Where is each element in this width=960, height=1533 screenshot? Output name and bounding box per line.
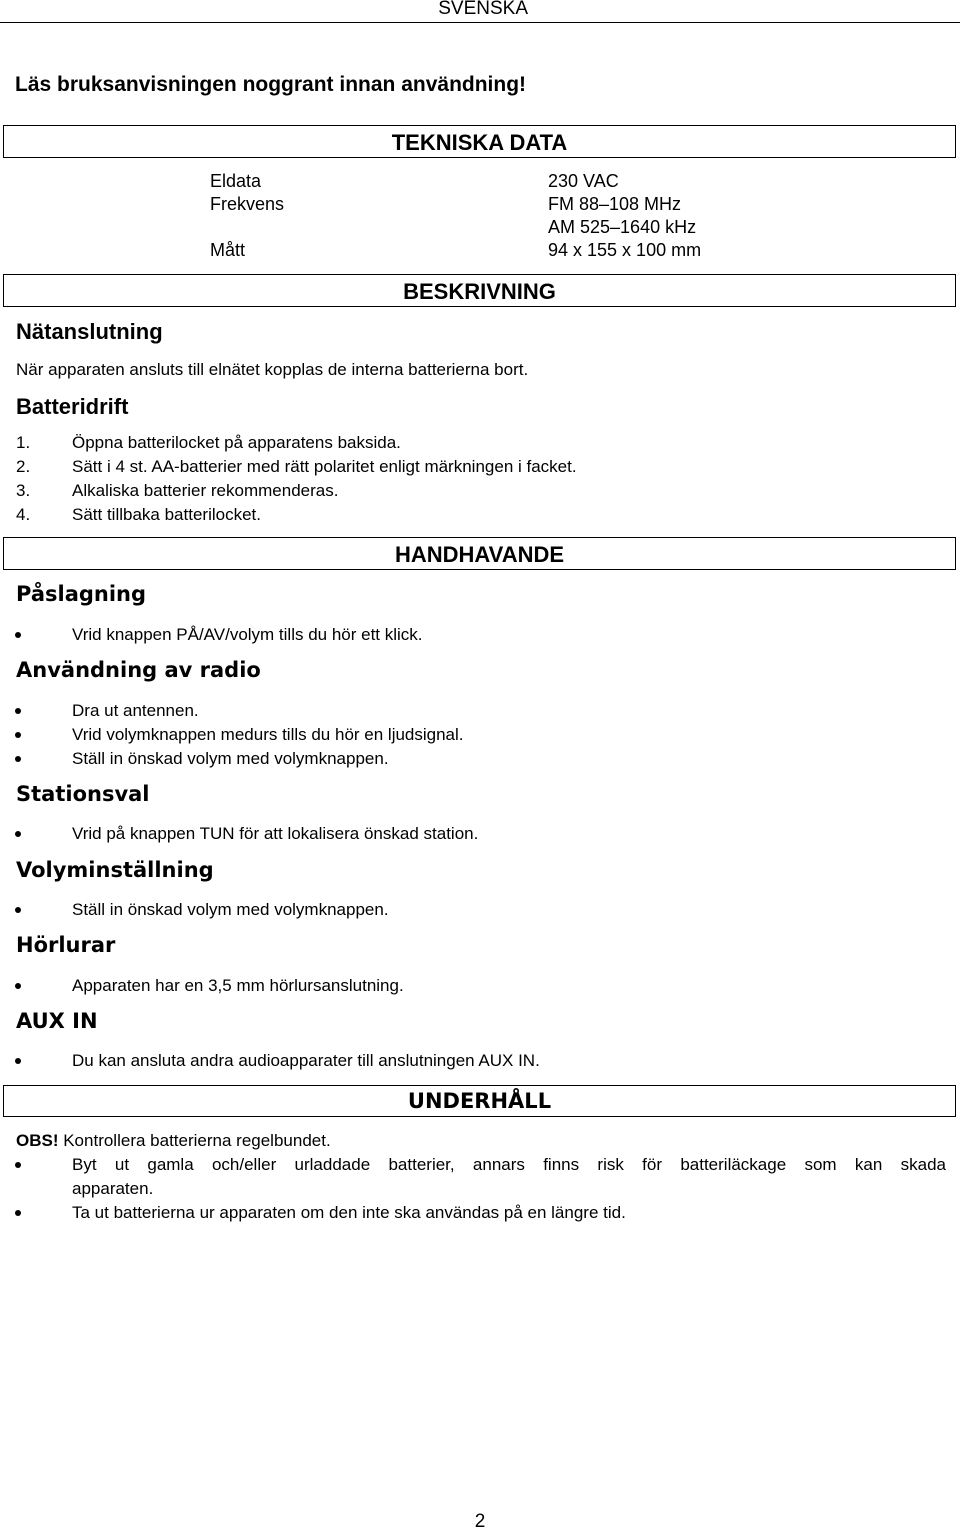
list-item-continuation: apparaten. [72, 1179, 154, 1198]
obs-text: Kontrollera batterierna regelbundet. [58, 1131, 331, 1150]
spec-value-am: AM 525–1640 kHz [548, 217, 697, 237]
bullet-icon [15, 708, 21, 714]
heading-natanslutning: Nätanslutning [16, 319, 163, 344]
spec-label-matt: Mått [210, 240, 246, 260]
step-number: 1. [16, 433, 31, 452]
section-box-underhall [3, 1085, 956, 1117]
step-text: Alkaliska batterier rekommenderas. [72, 481, 339, 500]
list-item: Ta ut batterierna ur apparaten om den inte ska användas på en längre tid. [72, 1203, 626, 1222]
bullet-icon [15, 907, 21, 913]
list-item: Vrid på knappen TUN för att lokalisera önskad station. [72, 824, 479, 843]
list-item: Vrid volymknappen medurs tills du hör en ljudsignal. [72, 725, 464, 744]
heading-batteridrift: Batteridrift [16, 394, 129, 419]
list-item: Vrid knappen PÅ/AV/volym tills du hör ett klick. [72, 625, 423, 644]
section-title-underhall: UNDERHÅLL [407, 1089, 552, 1113]
step-text: Öppna batterilocket på apparatens baksida. [72, 433, 401, 452]
spec-label-frekvens: Frekvens [210, 194, 285, 214]
step-number: 3. [16, 481, 31, 500]
heading-stationsval: Stationsval [16, 782, 150, 806]
heading-anvandning-av-radio: Användning av radio [16, 658, 261, 682]
step-number: 4. [16, 505, 31, 524]
heading-volyminstallning: Volyminställning [16, 858, 214, 882]
bullet-icon [15, 1162, 21, 1168]
section-title-tekniska-data: TEKNISKA DATA [391, 130, 568, 155]
section-box-handhavande [3, 537, 956, 570]
step-text: Sätt i 4 st. AA-batterier med rätt polaritet enligt märkningen i facket. [72, 457, 577, 476]
section-box-tekniska-data [3, 125, 956, 158]
list-item: Ställ in önskad volym med volymknappen. [72, 900, 389, 919]
language-label: SVENSKA [438, 0, 528, 19]
spec-label-eldata: Eldata [210, 171, 262, 191]
natanslutning-text: När apparaten ansluts till elnätet kopplas de interna batterierna bort. [16, 360, 529, 379]
list-item: Apparaten har en 3,5 mm hörlursanslutning. [72, 976, 404, 995]
header-rule [0, 22, 960, 23]
intro-warning: Läs bruksanvisningen noggrant innan användning! [15, 73, 527, 96]
heading-paslagning: Påslagning [16, 582, 147, 606]
page-number: 2 [474, 1511, 486, 1532]
bullet-icon [15, 732, 21, 738]
spec-value-fm: FM 88–108 MHz [548, 194, 682, 214]
bullet-icon [15, 756, 21, 762]
bullet-icon [15, 1210, 21, 1216]
heading-aux-in: AUX IN [16, 1009, 98, 1033]
bullet-icon [15, 1058, 21, 1064]
bullet-icon [15, 632, 21, 638]
section-title-beskrivning: BESKRIVNING [403, 279, 556, 304]
step-text: Sätt tillbaka batterilocket. [72, 505, 261, 524]
bullet-icon [15, 983, 21, 989]
section-title-handhavande: HANDHAVANDE [394, 542, 565, 567]
list-item: Dra ut antennen. [72, 701, 199, 720]
obs-note [16, 1131, 331, 1151]
section-box-beskrivning [3, 274, 956, 307]
list-item: Du kan ansluta andra audioapparater till anslutningen AUX IN. [72, 1051, 540, 1070]
step-number: 2. [16, 457, 31, 476]
spec-value-eldata: 230 VAC [548, 171, 619, 191]
bullet-icon [15, 831, 21, 837]
obs-label: OBS! [16, 1131, 59, 1150]
spec-value-matt: 94 x 155 x 100 mm [548, 240, 702, 260]
heading-horlurar: Hörlurar [16, 933, 116, 957]
list-item: Ställ in önskad volym med volymknappen. [72, 749, 389, 768]
list-item: Byt ut gamla och/eller urladdade batterier, annars finns risk för batteriläckage som kan skada [72, 1155, 946, 1174]
